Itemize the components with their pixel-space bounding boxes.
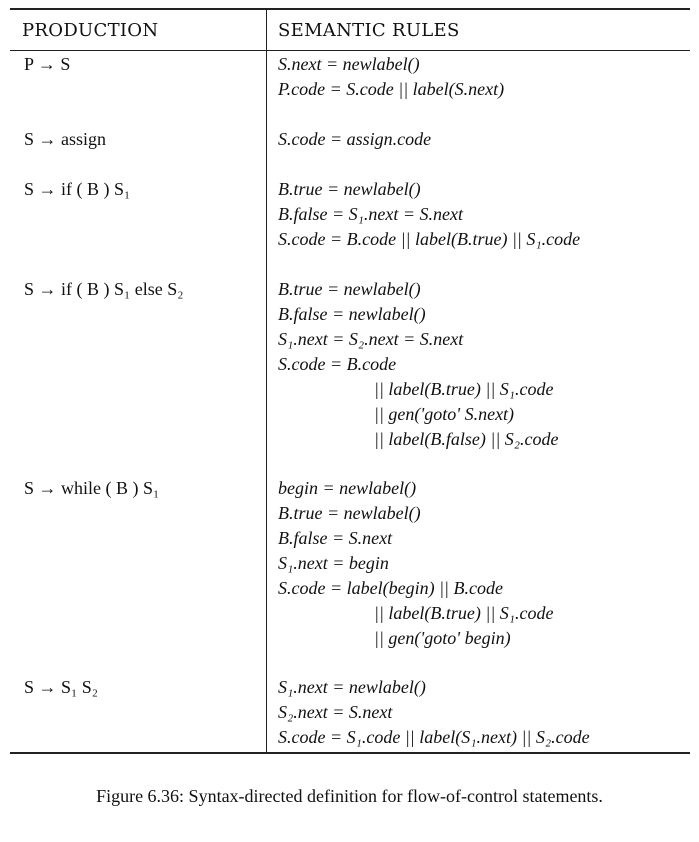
rules-cell xyxy=(278,52,504,102)
production-header: PRODUCTION xyxy=(22,20,159,41)
rule-line: || gen('goto' begin) xyxy=(374,628,511,648)
rule-line: B.true = newlabel() xyxy=(278,279,421,299)
rule-line: || label(B.true) || S₁.code xyxy=(374,379,554,399)
table-top-rule xyxy=(10,8,690,10)
rule-line: S₁.next = newlabel() xyxy=(278,677,426,697)
rule-line: S₁.next = S₂.next = S.next xyxy=(278,329,464,349)
rule-line: S.code = S₁.code || label(S₁.next) || S₂.code xyxy=(278,727,590,747)
rule-line: S.code = B.code || label(B.true) || S₁.code xyxy=(278,229,581,249)
production-cell: S → S₁ S₂ xyxy=(24,677,99,697)
rule-line: B.false = S₁.next = S.next xyxy=(278,204,464,224)
production-cell: S → if ( B ) S₁ else S₂ xyxy=(24,279,184,299)
rule-line: B.true = newlabel() xyxy=(278,179,421,199)
header-rule xyxy=(10,50,690,51)
production-cell: S → while ( B ) S₁ xyxy=(24,478,160,498)
semantic-rules-header: SEMANTIC RULES xyxy=(278,20,460,41)
rule-line: || label(B.false) || S₂.code xyxy=(374,429,559,449)
rule-line: B.true = newlabel() xyxy=(278,503,421,523)
production-cell: S → if ( B ) S₁ xyxy=(24,179,131,199)
rule-line: || label(B.true) || S₁.code xyxy=(374,603,554,623)
rule-line: || gen('goto' S.next) xyxy=(374,404,515,424)
rules-cell xyxy=(278,127,431,152)
rules-cell xyxy=(278,476,554,651)
rule-line: S.next = newlabel() xyxy=(278,54,420,74)
production-cell: P → S xyxy=(24,54,71,74)
rules-cell xyxy=(278,675,590,750)
rule-line: S₁.next = begin xyxy=(278,553,389,573)
column-divider xyxy=(266,8,267,754)
rule-line: S₂.next = S.next xyxy=(278,702,393,722)
rule-line: S.code = B.code xyxy=(278,354,397,374)
table-bottom-rule xyxy=(10,752,690,754)
rule-line: B.false = S.next xyxy=(278,528,393,548)
rules-cell xyxy=(278,177,580,252)
rule-line: P.code = S.code || label(S.next) xyxy=(278,79,505,99)
rule-line: S.code = label(begin) || B.code xyxy=(278,578,503,598)
rule-line: S.code = assign.code xyxy=(278,129,432,149)
rules-cell xyxy=(278,277,559,452)
rule-line: B.false = newlabel() xyxy=(278,304,426,324)
rule-line: begin = newlabel() xyxy=(278,478,417,498)
production-cell: S → assign xyxy=(24,129,107,149)
figure-caption: Figure 6.36: Syntax-directed definition for flow-of-control statements. xyxy=(96,786,603,806)
